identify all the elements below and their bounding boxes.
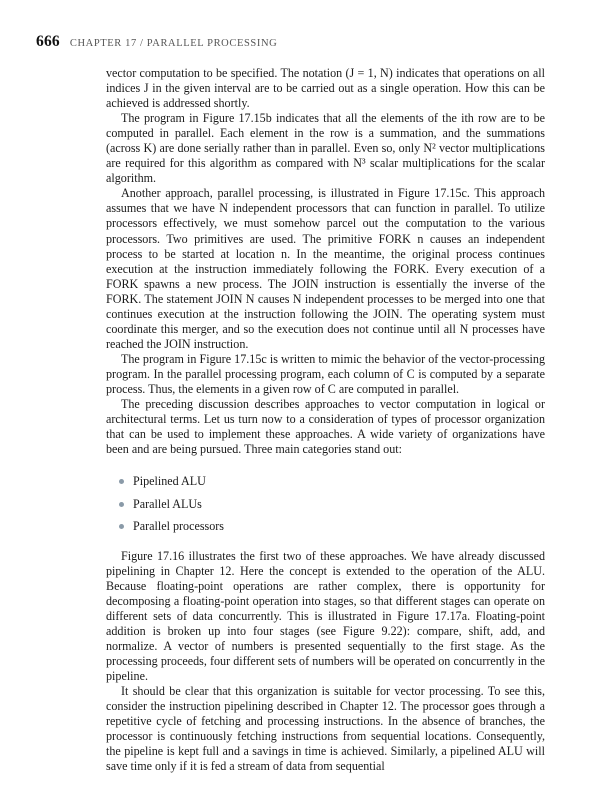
page-number: 666 [36,33,60,50]
bullet-icon [119,524,124,529]
list-item-label: Pipelined ALU [133,474,206,489]
list-item [119,515,545,538]
paragraph: The program in Figure 17.15c is written to mimic the behavior of the vector-processing program. In the parallel processing program, each column of C is computed by a separate process. Thus, the elements in a given row of C are computed in parallel. [106,351,545,396]
paragraph: The preceding discussion describes approaches to vector computation in logical or architectural terms. Let us turn now to a consideration of types of processor organization that can be used to implement these approaches. A wide variety of organizations have been and are being pursued. Three main categories stand out: [106,397,545,457]
list-item-label: Parallel ALUs [133,496,202,511]
list-item [119,470,545,493]
bullet-list [106,470,545,538]
paragraph: Figure 17.16 illustrates the first two of these approaches. We have already discussed pipelining in Chapter 12. Here the concept is extended to the operation of the ALU. Because floating-point operations are rather complex, there is opportunity for decomposing a floating-point operation into stages, so that different stages can operate on different sets of data concurrently. This is illustrated in Figure 17.17a. Floating-point addition is broken up into four stages (see Figure 9.22): compare, shift, add, and normalize. A vector of numbers is presented sequentially to the first stage. As the processing proceeds, four different sets of numbers will be operated on concurrently in the pipeline. [106,548,545,684]
body-text [106,66,545,774]
bullet-icon [119,502,124,507]
chapter-title: CHAPTER 17 / PARALLEL PROCESSING [69,38,278,49]
paragraph: vector computation to be specified. The notation (J = 1, N) indicates that operations on all indices J in the given interval are to be carried out as a single operation. How this can be achieved is addressed shortly. [106,66,545,111]
paragraph: The program in Figure 17.15b indicates that all the elements of the ith row are to be computed in parallel. Each element in the row is a summation, and the summations (across K) are done serially rather than in parallel. Even so, only N² vector multiplications are required for this algorithm as compared with N³ scalar multiplications for the scalar algorithm. [106,111,545,186]
list-item [119,493,545,516]
paragraph: Another approach, parallel processing, is illustrated in Figure 17.15c. This approach assumes that we have N independent processors that can function in parallel. To utilize processors effectively, we must somehow parcel out the computation to the various processors. Two primitives are used. The primitive FORK n causes an independent process to be started at location n. In the meantime, the original process continues execution at the instruction immediately following the FORK. Every execution of a FORK spawns a new process. The JOIN instruction is essentially the inverse of the FORK. The statement JOIN N causes N independent processes to be merged into one that continues execution at the instruction following the JOIN. The operating system must coordinate this merger, and so the execution does not continue until all N processes have reached the JOIN instruction. [106,186,545,351]
list-item-label: Parallel processors [133,519,225,534]
paragraph: It should be clear that this organization is suitable for vector processing. To see this, consider the instruction pipelining described in Chapter 12. The processor goes through a repetitive cycle of fetching and processing instructions. In the absence of branches, the processor is continuously fetching instructions from sequential locations. Consequently, the pipeline is kept full and a savings in time is achieved. Similarly, a pipelined ALU will save time only if it is fed a stream of data from sequential [106,684,545,774]
bullet-icon [119,479,124,484]
running-head [36,33,277,51]
